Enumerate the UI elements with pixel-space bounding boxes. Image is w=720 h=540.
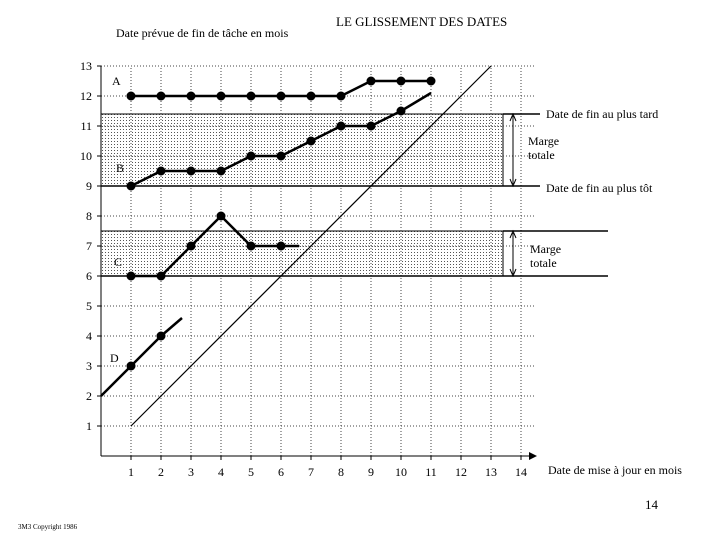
y-axis-label: Date prévue de fin de tâche en mois — [116, 26, 289, 40]
y-tick-label: 5 — [86, 299, 92, 313]
data-point-b — [307, 137, 316, 146]
data-point-a — [247, 92, 256, 101]
page-number: 14 — [645, 497, 658, 512]
y-tick-label: 12 — [80, 89, 92, 103]
data-point-a — [127, 92, 136, 101]
data-point-b — [247, 152, 256, 161]
x-tick-label: 2 — [158, 465, 164, 479]
data-point-c — [247, 242, 256, 251]
y-tick-label: 8 — [86, 209, 92, 223]
data-point-a — [307, 92, 316, 101]
data-point-a — [217, 92, 226, 101]
x-tick-label: 12 — [455, 465, 467, 479]
data-point-a — [427, 77, 436, 86]
data-point-a — [277, 92, 286, 101]
y-tick-label: 3 — [86, 359, 92, 373]
data-point-b — [187, 167, 196, 176]
x-tick-label: 1 — [128, 465, 134, 479]
y-tick-label: 13 — [80, 59, 92, 73]
x-tick-label: 4 — [218, 465, 224, 479]
y-tick-label: 4 — [86, 329, 92, 343]
x-tick-label: 13 — [485, 465, 497, 479]
y-tick-label: 1 — [86, 419, 92, 433]
data-point-d — [127, 362, 136, 371]
x-axis-label: Date de mise à jour en mois — [548, 463, 682, 477]
data-point-a — [367, 77, 376, 86]
x-axis-arrow-icon — [529, 452, 537, 460]
data-point-c — [277, 242, 286, 251]
x-tick-label: 9 — [368, 465, 374, 479]
data-point-b — [157, 167, 166, 176]
data-point-b — [367, 122, 376, 131]
chart-title: LE GLISSEMENT DES DATES — [336, 14, 508, 29]
label-date-fin-plus-tard: Date de fin au plus tard — [546, 107, 659, 121]
series-label-c: C — [114, 255, 123, 269]
x-tick-label: 14 — [515, 465, 527, 479]
x-tick-label: 7 — [308, 465, 314, 479]
data-point-b — [217, 167, 226, 176]
data-point-b — [397, 107, 406, 116]
y-tick-label: 9 — [86, 179, 92, 193]
series-label-d: D — [110, 351, 119, 365]
data-point-c — [187, 242, 196, 251]
x-tick-label: 5 — [248, 465, 254, 479]
x-tick-label: 3 — [188, 465, 194, 479]
x-tick-label: 8 — [338, 465, 344, 479]
data-point-a — [187, 92, 196, 101]
y-tick-label: 10 — [80, 149, 92, 163]
data-point-b — [337, 122, 346, 131]
y-tick-label: 7 — [86, 239, 92, 253]
y-tick-label: 11 — [80, 119, 92, 133]
data-point-a — [157, 92, 166, 101]
label-marge-totale-upper: Marge totale — [528, 134, 560, 162]
label-marge-totale-lower: Marge totale — [530, 242, 562, 270]
label-date-fin-plus-tot: Date de fin au plus tôt — [546, 181, 653, 195]
data-point-a — [337, 92, 346, 101]
x-tick-label: 10 — [395, 465, 407, 479]
x-tick-label: 6 — [278, 465, 284, 479]
y-tick-label: 6 — [86, 269, 92, 283]
series-label-a: A — [112, 74, 121, 88]
data-point-c — [217, 212, 226, 221]
data-point-d — [157, 332, 166, 341]
y-tick-label: 2 — [86, 389, 92, 403]
data-point-a — [397, 77, 406, 86]
data-point-b — [277, 152, 286, 161]
copyright-note: 3M3 Copyright 1986 — [18, 523, 78, 531]
series-label-b: B — [116, 161, 125, 175]
x-tick-label: 11 — [425, 465, 437, 479]
